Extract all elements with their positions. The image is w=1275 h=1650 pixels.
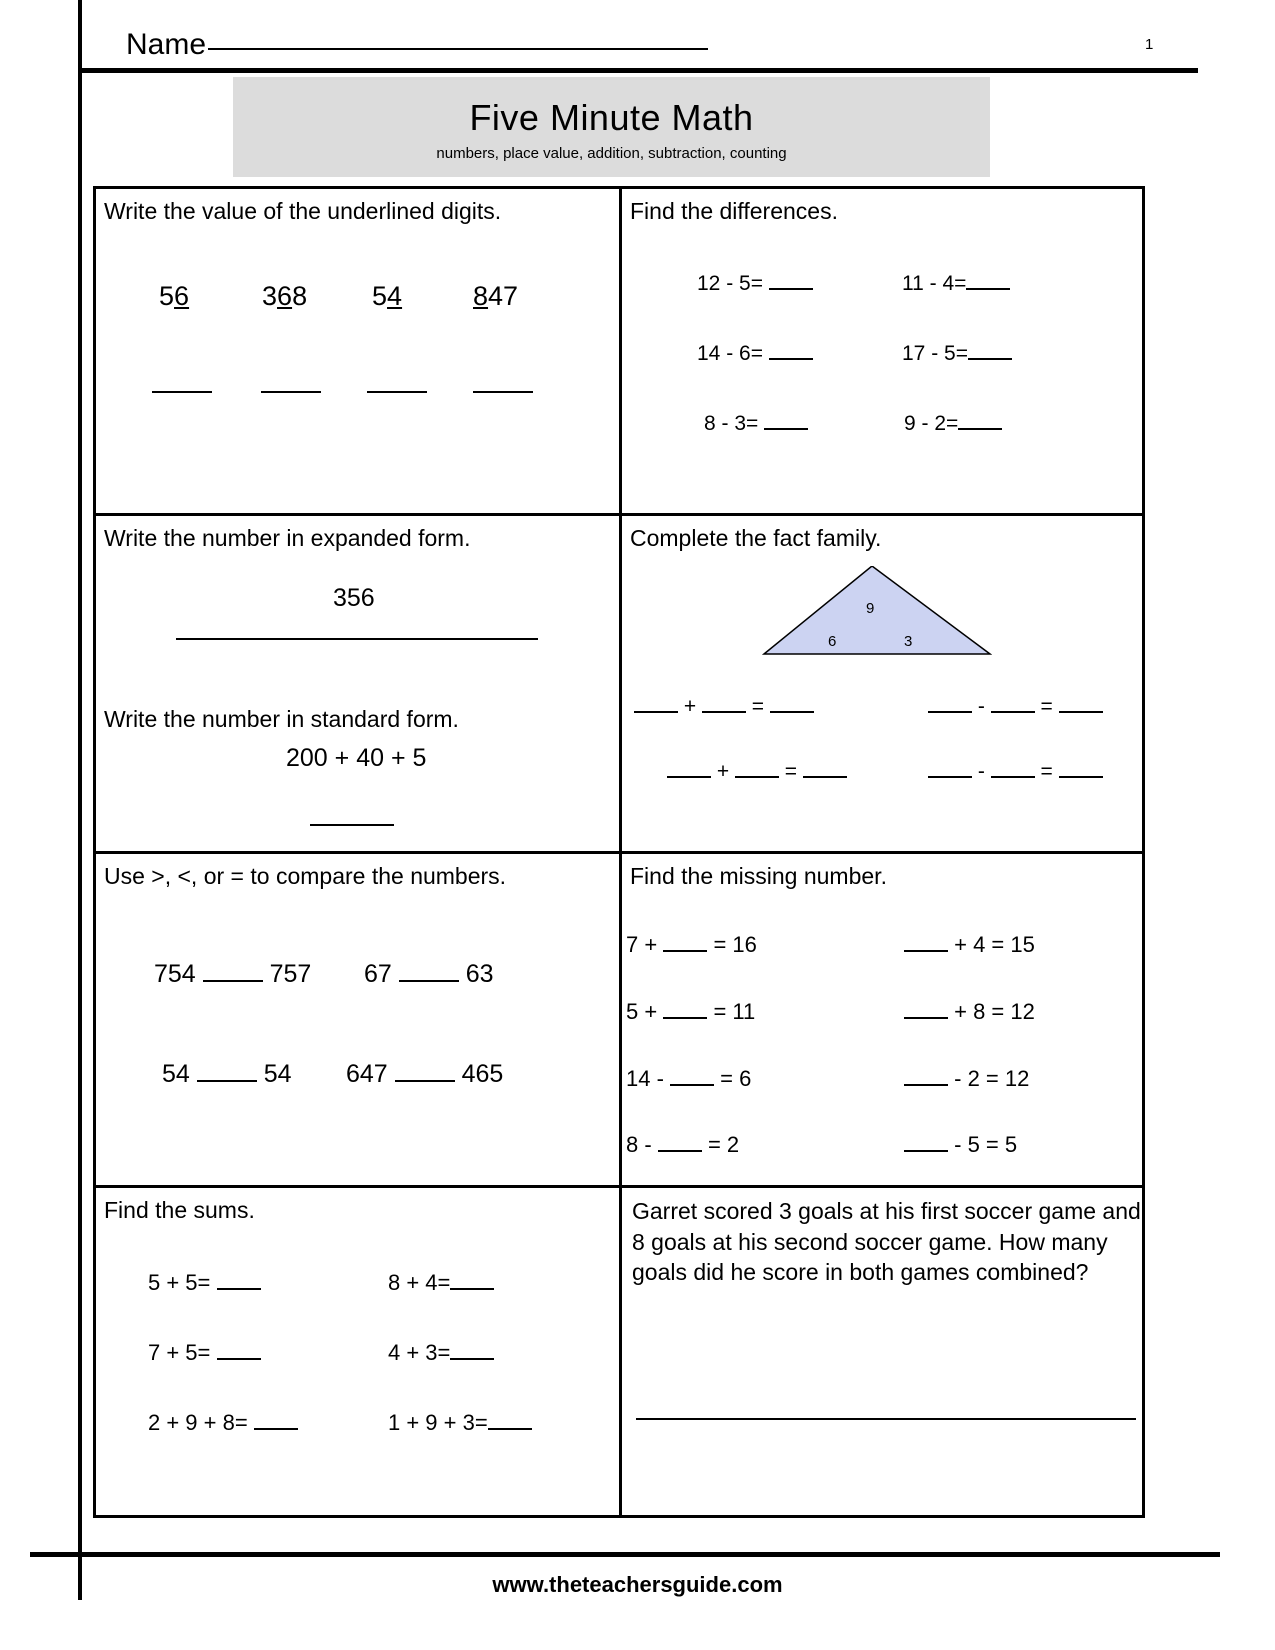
digit-item-2: 368	[262, 281, 308, 311]
differences-items	[622, 189, 1142, 513]
answer-blank[interactable]	[968, 341, 1012, 360]
difference-item-1: 12 - 5=	[697, 271, 813, 296]
fact-family-row-3: + =	[667, 759, 847, 784]
answer-blank[interactable]	[488, 1411, 532, 1430]
fact-family-triangle	[762, 566, 992, 666]
prompt-missing-number: Find the missing number.	[630, 863, 887, 889]
answer-blank-1[interactable]	[152, 374, 212, 393]
answer-blank[interactable]	[904, 1000, 948, 1019]
answer-blank-4[interactable]	[473, 374, 533, 393]
answer-blank[interactable]	[764, 411, 808, 430]
answer-blank[interactable]	[928, 694, 972, 713]
answer-blank[interactable]	[667, 759, 711, 778]
difference-item-5: 8 - 3=	[704, 411, 808, 436]
name-field-row	[126, 22, 708, 62]
section-underlined-digits	[96, 189, 622, 516]
answer-blank[interactable]	[1059, 759, 1103, 778]
title-banner	[233, 77, 990, 177]
standard-form-expression: 200 + 40 + 5	[286, 744, 427, 772]
answer-blank[interactable]	[928, 759, 972, 778]
sum-item-1: 5 + 5=	[148, 1270, 261, 1296]
compare-pair-3: 54 54	[162, 1060, 292, 1088]
answer-blank-3[interactable]	[367, 374, 427, 393]
answer-blank[interactable]	[203, 963, 263, 982]
compare-pair-4: 647 465	[346, 1060, 504, 1088]
missing-number-item-4: + 8 = 12	[904, 999, 1035, 1025]
problem-grid	[93, 186, 1145, 1518]
answer-blank[interactable]	[450, 1341, 494, 1360]
missing-number-item-6: - 2 = 12	[904, 1066, 1029, 1092]
left-margin-rule	[78, 0, 82, 1600]
answer-blank[interactable]	[702, 694, 746, 713]
answer-blank[interactable]	[450, 1271, 494, 1290]
difference-item-3: 14 - 6=	[697, 341, 813, 366]
answer-blank[interactable]	[966, 271, 1010, 290]
answer-blank[interactable]	[197, 1063, 257, 1082]
compare-pair-1: 754 757	[154, 960, 312, 988]
fact-family-row-1: + =	[634, 694, 814, 719]
answer-blank[interactable]	[634, 694, 678, 713]
answer-blank[interactable]	[663, 933, 707, 952]
answer-blank[interactable]	[658, 1133, 702, 1152]
worksheet-subtitle: numbers, place value, addition, subtraction, counting	[436, 145, 787, 162]
missing-number-item-2: + 4 = 15	[904, 932, 1035, 958]
answer-blank[interactable]	[770, 694, 814, 713]
top-rule	[78, 68, 1198, 73]
answer-blank[interactable]	[803, 759, 847, 778]
missing-number-item-5: 14 - = 6	[626, 1066, 752, 1091]
answer-blank[interactable]	[991, 759, 1035, 778]
sum-item-4: 4 + 3=	[388, 1340, 494, 1366]
answer-blank-2[interactable]	[261, 374, 321, 393]
difference-item-6: 9 - 2=	[904, 411, 1002, 436]
prompt-fact-family: Complete the fact family.	[630, 525, 882, 551]
answer-blank[interactable]	[958, 411, 1002, 430]
missing-number-item-8: - 5 = 5	[904, 1132, 1017, 1158]
triangle-shape	[762, 566, 992, 666]
word-problem-text: Garret scored 3 goals at his first soccer game and 8 goals at his second soccer game. How many goals did he score in both games combined?	[632, 1198, 1141, 1286]
difference-item-4: 17 - 5=	[902, 341, 1012, 366]
bottom-rule	[30, 1552, 1220, 1557]
footer-url: www.theteachersguide.com	[492, 1572, 783, 1597]
section-differences	[622, 189, 1142, 516]
section-sums	[96, 1188, 622, 1515]
answer-blank[interactable]	[991, 694, 1035, 713]
prompt-underlined-digits: Write the value of the underlined digits.	[104, 198, 502, 224]
prompt-standard-form: Write the number in standard form.	[104, 705, 459, 732]
sum-item-6: 1 + 9 + 3=	[388, 1410, 532, 1436]
fact-family-row-4: - =	[928, 759, 1103, 784]
worksheet-title: Five Minute Math	[469, 97, 754, 138]
standard-form-answer-line[interactable]	[310, 824, 394, 826]
prompt-differences: Find the differences.	[630, 198, 838, 224]
answer-blank[interactable]	[735, 759, 779, 778]
answer-blank[interactable]	[217, 1341, 261, 1360]
missing-number-item-1: 7 + = 16	[626, 932, 757, 957]
triangle-top-number: 9	[866, 600, 875, 617]
answer-blank[interactable]	[395, 1063, 455, 1082]
answer-blank[interactable]	[254, 1411, 298, 1430]
compare-pair-2: 67 63	[364, 960, 494, 988]
prompt-sums: Find the sums.	[104, 1197, 255, 1223]
digit-item-4: 847	[473, 281, 519, 311]
difference-item-2: 11 - 4=	[902, 271, 1010, 296]
answer-blank[interactable]	[904, 933, 948, 952]
digit-item-1: 56	[159, 281, 190, 311]
sum-item-3: 7 + 5=	[148, 1340, 261, 1366]
answer-blank[interactable]	[1059, 694, 1103, 713]
answer-blank[interactable]	[217, 1271, 261, 1290]
answer-blank[interactable]	[769, 341, 813, 360]
name-input-line[interactable]	[208, 22, 708, 50]
section-word-problem	[622, 1188, 1142, 1515]
answer-blank[interactable]	[904, 1133, 948, 1152]
expanded-form-answer-line[interactable]	[176, 638, 538, 640]
section-fact-family	[622, 516, 1142, 854]
digit-item-3: 54	[372, 281, 403, 311]
answer-blank[interactable]	[399, 963, 459, 982]
section-expanded-standard-form	[96, 516, 622, 854]
prompt-compare: Use >, <, or = to compare the numbers.	[104, 863, 507, 889]
section-missing-number	[622, 854, 1142, 1188]
expanded-form-number: 356	[333, 584, 375, 612]
fact-family-row-2: - =	[928, 694, 1103, 719]
triangle-left-number: 6	[828, 633, 837, 650]
sum-item-2: 8 + 4=	[388, 1270, 494, 1296]
missing-number-item-3: 5 + = 11	[626, 999, 756, 1024]
section-compare	[96, 854, 622, 1188]
answer-blank[interactable]	[663, 1000, 707, 1019]
name-label: Name	[126, 28, 207, 61]
prompt-expanded-form: Write the number in expanded form.	[104, 525, 471, 551]
answer-blank[interactable]	[904, 1067, 948, 1086]
page-number: 1	[1145, 36, 1154, 53]
missing-number-item-7: 8 - = 2	[626, 1132, 740, 1157]
word-problem-answer-line[interactable]	[636, 1418, 1136, 1420]
triangle-right-number: 3	[904, 633, 913, 650]
answer-blank[interactable]	[769, 271, 813, 290]
answer-blank[interactable]	[670, 1067, 714, 1086]
sum-item-5: 2 + 9 + 8=	[148, 1410, 298, 1436]
